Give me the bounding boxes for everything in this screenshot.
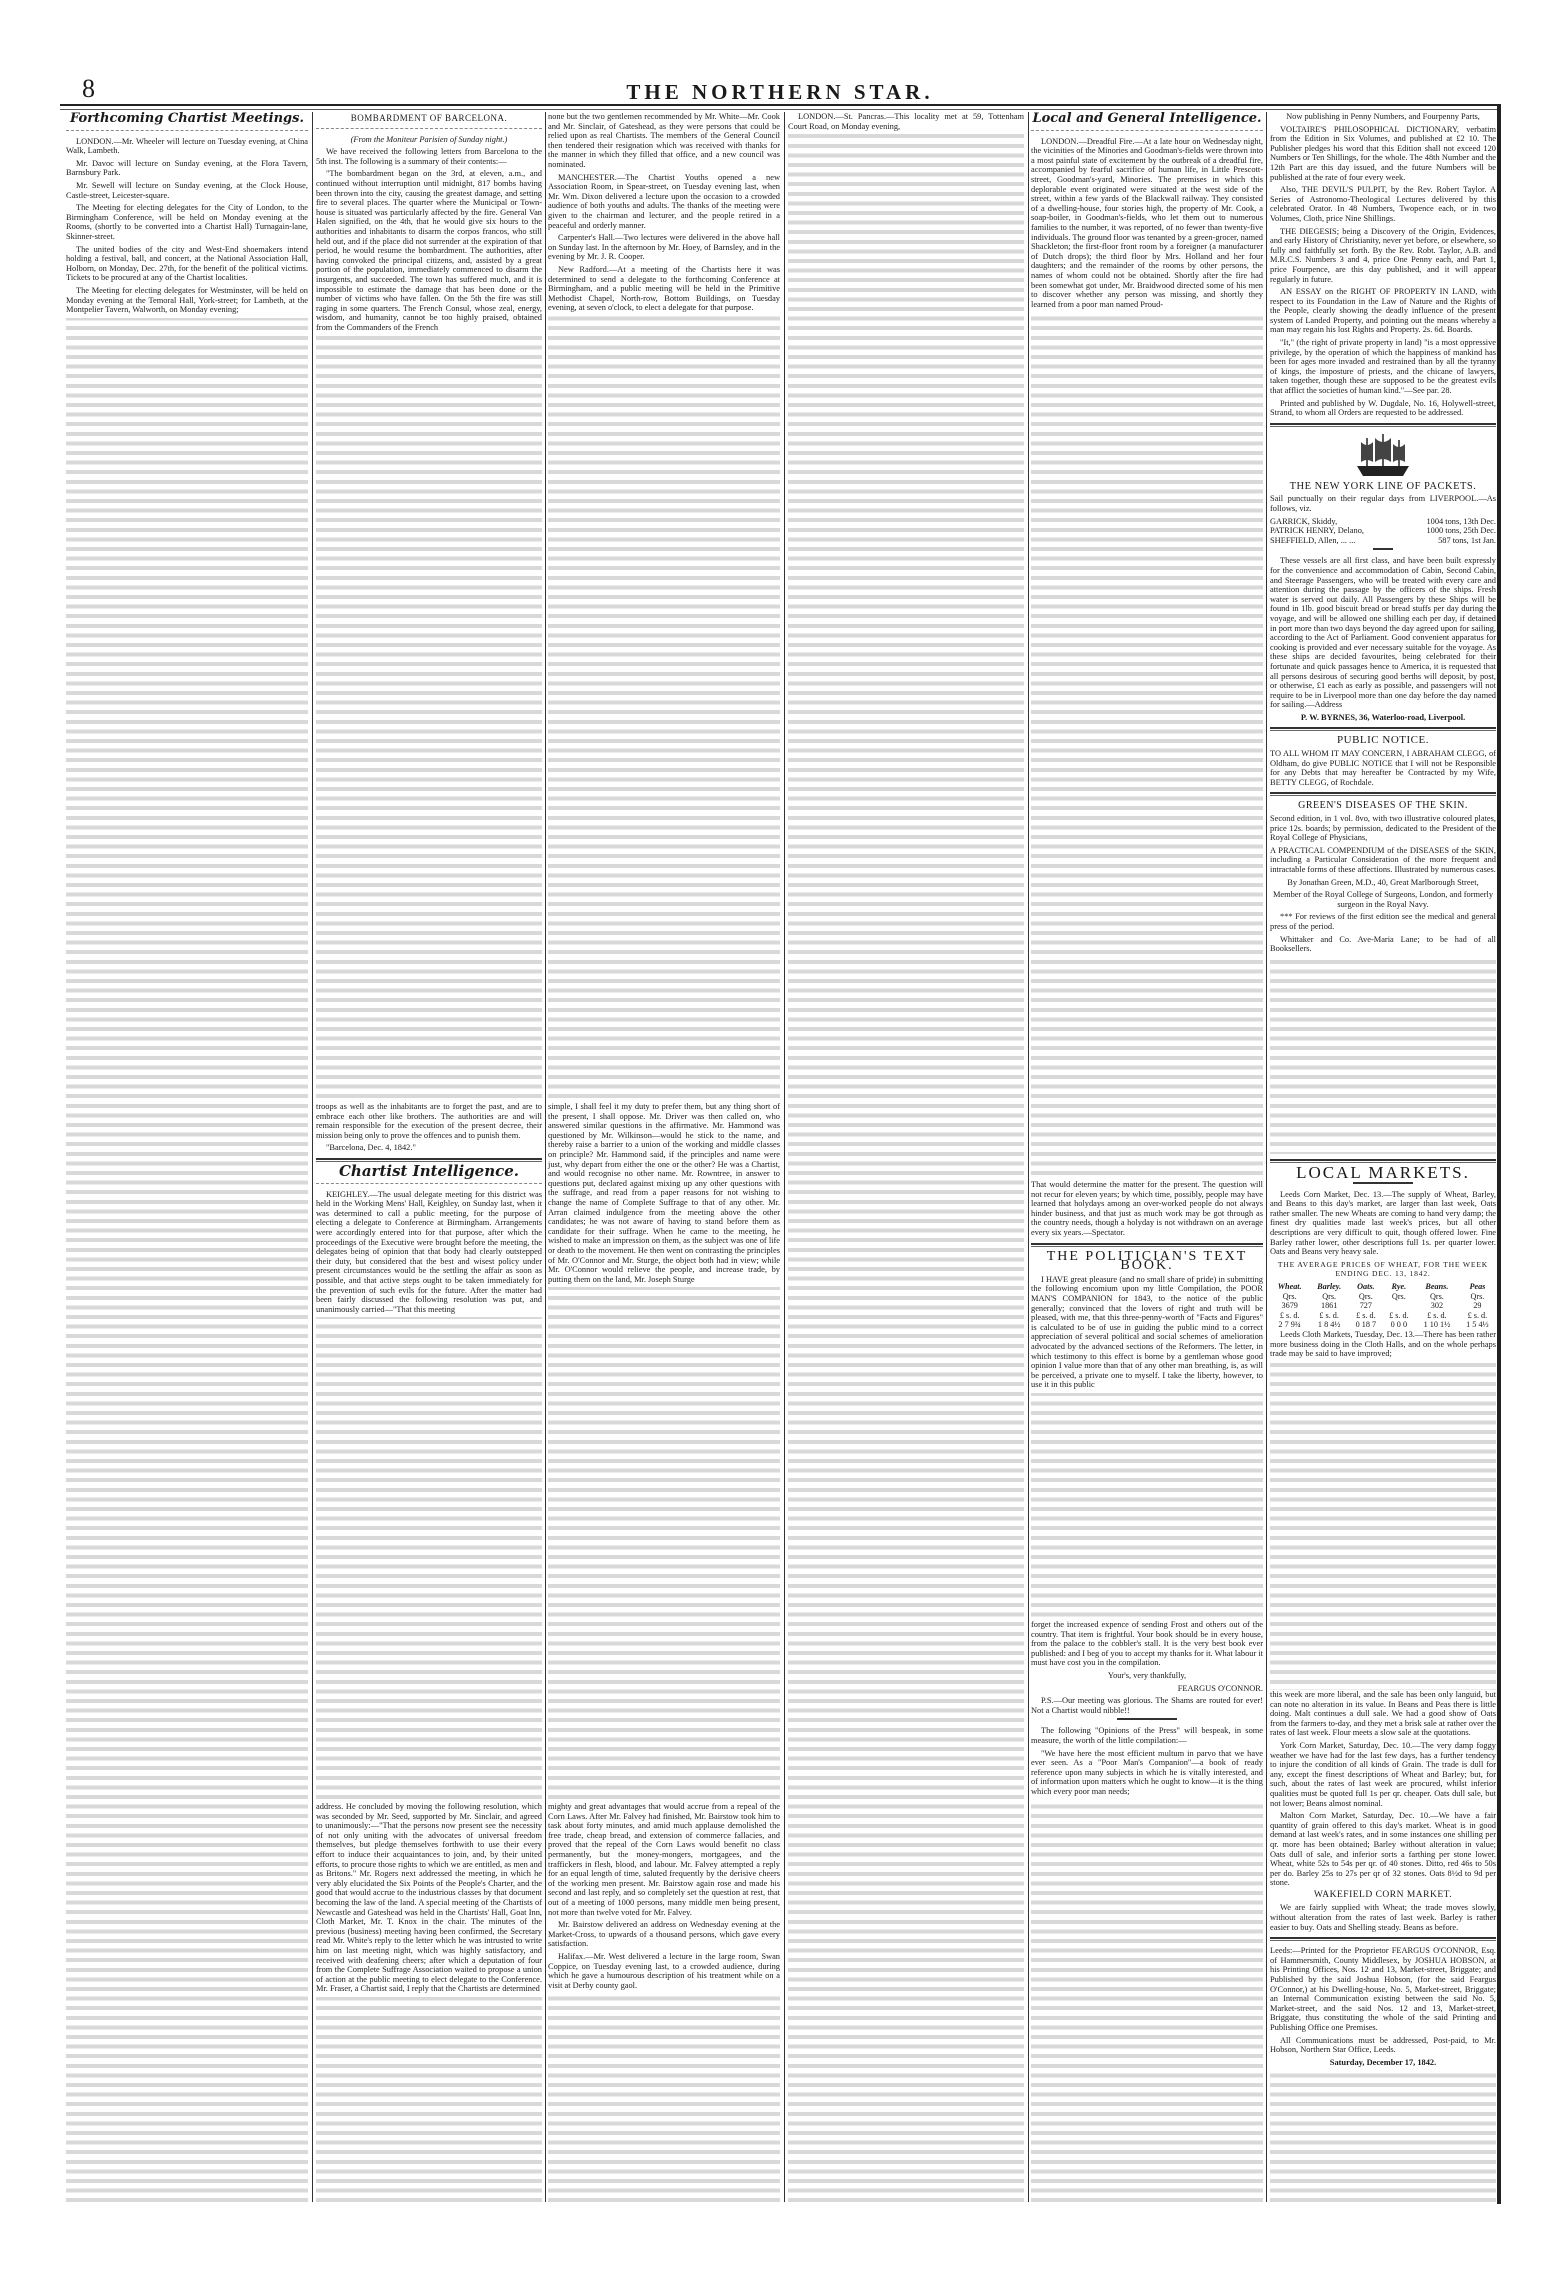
ad-address: P. W. BYRNES, 36, Waterloo-road, Liverpool. (1300, 712, 1466, 722)
column-3 (548, 112, 780, 2202)
ad-text: TO ALL WHOM IT MAY CONCERN, I ABRAHAM CLEGG, of Oldham, do give PUBLIC NOTICE that I will not be Responsible for any Debts that may hereafter be Contracted by my Wife, BETTY CLEGG, of Rochdale. (1270, 749, 1496, 787)
masthead-rule (60, 104, 1500, 110)
article-paragraph: The following "Opinions of the Press" will bespeak, in some measure, the worth of the little compilation:— (1031, 1726, 1263, 1745)
grain-name: Barley. (1317, 1281, 1342, 1291)
money-label: £ s. d. (1279, 1310, 1300, 1320)
article-paragraph: "The bombardment began on the 3rd, at eleven, a.m., and continued without interruption until midnight, 817 bombs having been thrown into the city, causing the greatest damage, and setting fire to several places. The quarter where the Municipal or Town-house is situated was particularly affected by the fire. General Van Halen signified, on the 4th, that he would give six hours to the authorities and inhabitants to disarm the corpos francos, who still held out, and if the place did not surrender at the expiration of that period, he would resume the bombardment. The authorities, after having convoked the principal citizens, and, assisted by a great portion of the population, immediately commenced to disarm the insurgents, and succeeded. The town has suffered much, and it is impossible to estimate the damage that has been done or the number of victims who have fallen. On the 5th the fire was still raging in some quarters. The French Consul, whose zeal, energy, wisdom, and humanity, cannot be too highly praised, obtained from the Commanders of the French (316, 169, 542, 332)
article-paragraph: none but the two gentlemen recommended by Mr. White—Mr. Cook and Mr. Sinclair, of Gateshead, as they were persons that could be relied upon as real Chartists. The members of the General Council then tendered their resignation which was received with thanks for the manner in which they filled that office, and a new council was nominated. (548, 112, 780, 169)
unit-label: Qrs. (1322, 1291, 1337, 1301)
grain-name: Rye. (1391, 1281, 1407, 1291)
ship-row (1270, 517, 1496, 527)
grain-price-table (1270, 1282, 1496, 1330)
table-row (1270, 1311, 1496, 1321)
article-paragraph: address. He concluded by moving the following resolution, which was seconded by Mr. Seed, supported by Mr. Sinclair, and agreed to unanimously:—"That the persons now present see the necessity of not only uniting with the advocates of universal freedom themselves, but pledge themselves forthwith to use their every effort to induce their acquaintances to join, and, by their united efforts, to procure those rights to which we are entitled, as men and as Britons." Mr. Rogers next addressed the meeting, in which he very ably elucidated the Six Points of the People's Charter, and the good that would accrue to the industrious classes by that document becoming the law of the land. A special meeting of the Chartists of Newcastle and Gateshead was held in the Chartists' Hall, Goat Inn, Cloth Market, Mr. T. Knox in the chair. The minutes of the previous (business) meeting having been confirmed, the Secretary read Mr. White's reply to the letter which he was intrusted to write him on last meeting night, which was highly satisfactory, and received with deafening cheers; after which a deputation of four from the Complete Suffrage Association waited to propose a union of action at the public meeting to elect delegate to the Conference. Mr. Fraser, a Chartist said, I reply that the Chartists are determined (316, 1802, 542, 1994)
article-paragraph: The united bodies of the city and West-End shoemakers intend holding a festival, ball, and concert, at the National Association Hall, Holborn, on Monday, Dec. 27th, for the benefit of the political victims. Tickets to be procured at any of the Chartist localities. (66, 244, 308, 283)
printer-imprint: Leeds:—Printed for the Proprietor FEARGUS O'CONNOR, Esq. of Hammersmith, County Middlesex, by JOSHUA HOBSON, at his Printing Offices, Nos. 12 and 13, Market-street, Briggate; and Published by the said Joshua Hobson, (for the said Feargus O'Connor,) at his Dwelling-house, No. 5, Market-street, Briggate; an Internal Communication existing between the said No. 5, Market-street, and the said Nos. 12 and 13, Market-street, Briggate, thus constituting the whole of the said Printing and Publishing Office one Premises. (1270, 1946, 1496, 2032)
forthcoming-meetings (66, 112, 308, 318)
newspaper-title: THE NORTHERN STAR. (626, 80, 934, 104)
column-divider (1028, 112, 1029, 2202)
letter-closing: Your's, very thankfully, (1107, 1670, 1187, 1680)
quantity-cell: 29 (1473, 1301, 1482, 1311)
article-paragraph: Carpenter's Hall.—Two lectures were delivered in the above hall on Sunday last. In the afternoon by Mr. Hoey, of Barnsley, and in the evening by Mr. J. R. Cooper. (548, 233, 780, 262)
corn-law-debate (548, 1802, 780, 1993)
ad-text: *** For reviews of the first edition see the medical and general press of the period. (1270, 912, 1496, 931)
ad-text: Second edition, in 1 vol. 8vo, with two illustrative coloured plates, price 12s. boards; by permission, dedicated to the President of the Royal College of Physicians, (1270, 814, 1496, 843)
letter-postscript: P.S.—Our meeting was glorious. The Shams are routed for ever! Not a Chartist would nibble!! (1031, 1696, 1263, 1715)
price-cell: 0 0 0 (1390, 1320, 1408, 1330)
divider (1270, 792, 1496, 796)
price-cell: 2 7 9¾ (1278, 1320, 1301, 1330)
ad-heading: GREEN'S DISEASES OF THE SKIN. (1298, 800, 1468, 812)
divider (1270, 1937, 1496, 1941)
ad-text: Whittaker and Co. Ave-Maria Lane; to be had of all Booksellers. (1270, 934, 1496, 954)
masthead (60, 74, 1500, 104)
letter-signature: FEARGUS O'CONNOR. (1177, 1683, 1263, 1693)
article-paragraph: LONDON.—Dreadful Fire.—At a late hour on Wednesday night, the vicinities of the Minories and Goodman's-fields were thrown into a most painful state of excitement by the outbreak of a dreadful fire, accompanied by fearful sacrifice of human life, in Little Prescott-street, Goodman's-yard, Minories. The premises in which this deplorable event originated were situated at the west side of the street, within a few yards of the Blackwall railway. They consisted of a dwelling-house, four stories high, the property of Mr. Cook, a soap-boiler, in Goodman's-fields, who let them out to numerous families to the number, it was reported, of no fewer than twenty-five individuals. The ground floor was tenanted by a green-grocer, named Shackleton; the first-floor front room by a foreigner (a manufacturer of Dutch drops); the third floor by Mrs. Holland and her four daughters; and the remainder of the rooms by other persons, the names of whom could not be obtained. Shortly after the fire had been somewhat got under, Mr. Braidwood directed some of his men to discover whether any person was missing, and shortly they learned from a poor man named Proud- (1031, 136, 1263, 309)
market-report: Leeds Corn Market, Dec. 13.—The supply of Wheat, Barley, and Beans to this day's market, are larger than last week, Oats rather smaller. The new Wheats are coming to hand very damp; the finest dry qualities made last week's prices, but all other descriptions are very difficult to quit, though offered lower. Fine Barley rather lower, other descriptions full 1s. per quarter lower. Oats and Beans very heavy sale. (1270, 1189, 1496, 1257)
ad-heading: PUBLIC NOTICE. (1337, 734, 1429, 747)
issue-date: Saturday, December 17, 1842. (1329, 2057, 1437, 2067)
table-header-row (1270, 1282, 1496, 1292)
money-label: £ s. d. (1427, 1310, 1447, 1320)
market-heading: WAKEFIELD CORN MARKET. (1313, 1889, 1453, 1900)
grain-name: Wheat. (1277, 1281, 1302, 1291)
barcelona-article-end (316, 1102, 542, 1317)
local-general-intelligence (1031, 112, 1263, 312)
article-paragraph: troops as well as the inhabitants are to forget the past, and are to embrace each other like brothers. The authorities are and will remain responsible for the execution of the present decree, their mission being only to prove the offences and to punish them. (316, 1102, 542, 1140)
price-cell: 1 10 1½ (1423, 1320, 1451, 1330)
column-4 (788, 112, 1024, 2202)
section-heading: Chartist Intelligence. (338, 1161, 519, 1180)
ship-tonnage: 587 tons, 1st Jan. (1438, 535, 1496, 545)
article-source: (From the Moniteur Parisien of Sunday night.) (350, 134, 508, 144)
section-heading: LOCAL MARKETS. (1296, 1163, 1470, 1182)
column-5 (1031, 112, 1263, 2202)
divider (66, 130, 308, 131)
divider (1270, 423, 1496, 427)
column-6 (1270, 112, 1496, 2202)
divider (316, 1183, 542, 1184)
ad-text: These vessels are all first class, and have been built expressly for the convenience and accommodation of Cabin, Second Cabin, and Steerage Passengers, who will be treated with every care and attention during the passage by the officers of the ships. Fresh water is served out daily. All Passengers by these Ships will be found in 1lb. good biscuit bread or bread stuffs per day during the voyage, and will be allowed one shilling each per day, if detained in port more than two days beyond the day agreed upon for sailing, according to the Act of Parliament. Good convenient apparatus for cooking is provided and ever necessary suitable for the voyage. As these ships are decided favourites, being celebrated for their fortunate and quick passages hence to America, it is requested that all persons desirous of securing good berths will deposit, by post, or otherwise, £1 each as early as possible, and passengers will not require to be in Liverpool more than one day before the day named for sailing.—Address (1270, 556, 1496, 710)
ad-heading: THE NEW YORK LINE OF PACKETS. (1289, 480, 1477, 492)
local-markets (1270, 1154, 1496, 1362)
ad-essay: AN ESSAY on the RIGHT OF PROPERTY IN LAND, with respect to its Foundation in the Law of Nature and the Rights of the People, clearly showing the deadly influence of the present system of Landed Property, and pointing out the means whereby a man may regain his lost Rights and Property. 2s. 6d. Boards. (1270, 287, 1496, 335)
quantity-cell: 727 (1359, 1301, 1372, 1311)
money-label: £ s. d. (1356, 1310, 1376, 1320)
market-report: We are fairly supplied with Wheat; the trade moves slowly, without alteration from the rates of last week. Barley is rather easier to buy. Oats and Shelling steady. Beans as before. (1270, 1903, 1496, 1932)
table-row (1270, 1320, 1496, 1330)
ad-text: By Jonathan Green, M.D., 40, Great Marlborough Street, (1287, 877, 1479, 887)
article-paragraph: Mr. Sewell will lecture on Sunday evening, at the Clock House, Castle-street, Leicester-square. (66, 180, 308, 200)
ad-diegesis: THE DIEGESIS; being a Discovery of the Origin, Evidences, and early History of Christianity, never yet before, or elsewhere, so fully and faithfully set forth. By the Rev. Robt. Taylor, A.B. and M.R.C.S. Numbers 3 and 4, price One Penny each, and Part 1, price Fourpence, are this day published, and it will appear regularly in future. (1270, 226, 1496, 284)
ad-voltaire: VOLTAIRE'S PHILOSOPHICAL DICTIONARY, verbatim from the Edition in Six Volumes, and published at £2 10. The Publisher pledges his word that this Edition shall not exceed 120 Numbers or Ten Shillings, for the whole. The 48th Number and the 12th Part are this day issued, and the future Numbers will be published at the rate of four every week. (1270, 124, 1496, 182)
unit-label: Qrs. (1470, 1291, 1485, 1301)
market-report: this week are more liberal, and the sale has been only languid, but can note no alteration in its value. In Beans and Peas there is little doing. Malt continues a dull sale. We had a good show of Oats from the farmers to-day, and they met a brisk sale at rather over the rates of last week. Flour meets a slow sale at the quotations. (1270, 1690, 1496, 1738)
article-paragraph: We have received the following letters from Barcelona to the 5th inst. The following is a summary of their contents:— (316, 147, 542, 166)
quantity-cell: 1861 (1320, 1301, 1338, 1311)
money-label: £ s. d. (1389, 1310, 1409, 1320)
column-2 (316, 112, 542, 2202)
grain-name: Peas (1469, 1281, 1486, 1291)
section-heading: Forthcoming Chartist Meetings. (70, 111, 304, 126)
article-paragraph: The Meeting for electing delegates for Westminster, will be held on Monday evening at the Temoral Hall, York-street; for Lambeth, at the Montpelier Tavern, Walworth, on Monday evening; (66, 285, 308, 315)
divider (316, 128, 542, 129)
grain-name: Beans. (1425, 1281, 1449, 1291)
money-label: £ s. d. (1319, 1310, 1339, 1320)
article-paragraph: That would determine the matter for the present. The question will not recur for eleven years; by which time, possibly, people may have learned that holydays among an over-worked people do not always hinder business, and that just as much work may be got through as the country needs, though a holyday is not withdrawn on an average every six years.—Spectator. (1031, 1180, 1263, 1237)
chartist-reports (548, 112, 780, 316)
divider (1270, 727, 1496, 731)
price-cell: 0 18 7 (1355, 1320, 1377, 1330)
divider (1031, 130, 1263, 131)
divider (1031, 1243, 1263, 1247)
column-divider (784, 112, 785, 2202)
barcelona-article (316, 112, 542, 335)
ad-text: Member of the Royal College of Surgeons, London, and formerly surgeon in the Royal Navy. (1272, 890, 1494, 909)
page-number: 8 (82, 74, 95, 103)
table-row (1270, 1292, 1496, 1302)
politicians-text-book (1031, 1180, 1263, 1393)
ship-name: SHEFFIELD, Allen, ... ... (1270, 535, 1356, 545)
ad-intro: Now publishing in Penny Numbers, and Fourpenny Parts, (1286, 112, 1480, 121)
ship-list (1270, 517, 1496, 546)
column-1 (66, 112, 308, 2202)
article-paragraph: Mr. Davoc will lecture on Sunday evening, at the Flora Tavern, Barnsbury Park. (66, 158, 308, 178)
unit-label: Qrs. (1358, 1291, 1373, 1301)
article-paragraph: I HAVE great pleasure (and no small share of pride) in submitting the following encomium upon my little Compilation, the POOR MAN'S COMPANION for 1843, to the notice of the public generally; convinced that the lovers of right and truth will be pleased, with me, that this three-penny-worth of "Facts and Figures" is calculated to be of use in guiding the public mind to a correct appreciation of several political and social schemes of amelioration advocated by the advanced sections of the Reformers. The letter, in which testimony to this effect is borne by a gentleman whose good opinion I value more than that of any other man breathing, is, as will be perceived, a private one to myself. I take the liberty, however, to use it in this public (1031, 1274, 1263, 1390)
article-dateline: "Barcelona, Dec. 4, 1842." (326, 1143, 416, 1153)
article-paragraph: The Meeting for electing delegates for the City of London, to the Birmingham Conference, will be held on Monday evening at the Rooms, (shortly to be converted into a Chartist Hall) Turnagain-lane, Skinner-street. (66, 203, 308, 241)
oconnor-letter (1031, 1620, 1263, 1800)
ship-tonnage: 1004 tons, 13th Dec. (1426, 516, 1496, 526)
article-paragraph: New Radford.—At a meeting of the Chartists here it was determined to send a delegate to the forthcoming Conference at Birmingham, and a public meeting will be held in the Primitive Methodist Chapel, North-row, Bottom Buildings, on Tuesday evening, at seven o'clock, to elect a delegate for that purpose. (548, 264, 780, 313)
corn-markets (1270, 1690, 1496, 2070)
ad-text: Sail punctually on their regular days from LIVERPOOL.—As follows, viz. (1270, 494, 1496, 513)
price-cell: 1 5 4½ (1466, 1320, 1489, 1330)
table-caption: THE AVERAGE PRICES OF WHEAT, FOR THE WEEK ENDING DEC. 13, 1842. (1277, 1259, 1489, 1279)
ship-tonnage: 1000 tons, 25th Dec. (1426, 526, 1496, 536)
unit-label: Qrs. (1391, 1291, 1406, 1301)
market-report: Leeds Cloth Markets, Tuesday, Dec. 13.—There has been rather more business doing in the Cloth Halls, and on the whole perhaps trade may be said to have improved; (1270, 1329, 1496, 1359)
ad-devils-pulpit: Also, THE DEVIL'S PULPIT, by the Rev. Robert Taylor. A Series of Astronomo-Theological Lectures delivered by this celebrated Orator. In 48 Numbers, Twopence each, or in two Volumes, Cloth, price Nine Shillings. (1270, 185, 1496, 223)
quantity-cell: 302 (1430, 1301, 1444, 1311)
ornament-divider (1117, 1718, 1177, 1720)
article-paragraph: simple, I shall feel it my duty to prefer them, but any thing short of the present, I shall oppose. Mr. Driver was then called on, who answered similar questions in the affirmative. Mr. Hammond was questioned by Mr. Wilkinson—would he stick to the name, and thereby raise a barrier to a union of the working and middle classes on principle? Mr. Hammond said, if the principles and name were just, why depart from either the one or the other? He was a Chartist, and would recognise no other name. Mr. Rowntree, in answer to questions put, declared against mixing up any other questions with the suffrage, and read from a paper reasons for not wishing to change the name of Complete Suffrage to that of any other. Mr. Arran claimed indulgence from the meeting above the other candidates; he was not aware of having to stand before them as candidate for their suffrage. When he came to the meeting, he wished to make an impression on them, as the subject was one of life or death to the movement. He then went on contrasting the principles of Mr. O'Connor and Mr. Sturge, the object both had in view; while Mr. O'Connor would relieve the people, and increase trade, by putting them on the land, Mr. Joseph Sturge (548, 1102, 780, 1284)
sailing-ship-icon (1353, 432, 1413, 478)
table-row (1270, 1301, 1496, 1311)
article-paragraph: LONDON.—St. Pancras.—This locality met at 59, Tottenham Court Road, on Monday evening, (788, 112, 1024, 131)
article-heading: BOMBARDMENT OF BARCELONA. (350, 113, 508, 123)
quantity-cell: 3679 (1281, 1301, 1298, 1311)
grain-name: Oats. (1357, 1281, 1375, 1291)
press-quote: "We have here the most efficient multum in parvo that we have ever seen. As a "Poor Man's Companion"—a book of ready reference upon many subjects in which he is vitally interested, and of information upon matters which he ought to know—it is the thing which every poor man needs; (1031, 1748, 1263, 1796)
market-report: York Corn Market, Saturday, Dec. 10.—The very damp foggy weather we have had for the last few days, has a further tendency to injure the condition of all kinds of Grain. The trade is dull for any, except the finest descriptions of Wheat and Barley; but, for such, about the rates of last week are procured, whilst inferior qualities must be quoted full 1s per qr. cheaper. Oats dull sale, but not lower; Beans almost nominal. (1270, 1740, 1496, 1808)
newcastle-article (316, 1802, 542, 1997)
page-edge (1497, 104, 1501, 2204)
article-paragraph: Mr. Bairstow delivered an address on Wednesday evening at the Market-Cross, to upwards of a thousand persons, which gave every satisfaction. (548, 1920, 780, 1949)
money-label: £ s. d. (1467, 1310, 1488, 1320)
article-heading: THE POLITICIAN'S TEXT BOOK. (1046, 1248, 1248, 1274)
candidates-report (548, 1102, 780, 1287)
unit-label: Qrs. (1282, 1291, 1297, 1301)
ship-name: GARRICK, Skiddy, (1270, 516, 1338, 526)
unit-label: Qrs. (1429, 1291, 1444, 1301)
market-report: Malton Corn Market, Saturday, Dec. 10.—We have a fair quantity of grain offered to this day's market. Wheat is in good demand at last week's rates, and in some instances one shilling per qr. more has been obtained; Barley without alteration in value; Oats dull of sale, and inferior sorts a farthing per stone lower. Wheat, white 52s to 54s per qr. of 40 stones. Ditto, red 46s to 50s per do. Barley 25s to 27s per qr of 32 stones. Oats 8½d to 9d per stone. (1270, 1811, 1496, 1888)
article-paragraph: mighty and great advantages that would accrue from a repeal of the Corn Laws. After Mr. Falvey had finished, Mr. Bairstow took him to task about forty minutes, and amid much applause demolished the free trade, cheap bread, and extension of commerce fallacies, and proved that the repeal of the Corn Laws would benefit no class permanently, but the money-mongers, mortgagees, and the traffickers in flesh, blood, and labour. Mr. Falvey attempted a reply for an equal length of time, saluted frequently by the derisive cheers of the working men present. Mr. Bairstow again rose and made his second and last reply, and so completely set the question at rest, that out of a meeting of 1000 persons, many middle men being present, not more than twelve voted for Mr. Falvey. (548, 1802, 780, 1917)
ad-text: A PRACTICAL COMPENDIUM of the DISEASES of the SKIN, including a Particular Consideration of the more frequent and intractable forms of these affections. Illustrated by numerous cases. (1270, 845, 1496, 874)
quantity-cell (1383, 1301, 1415, 1311)
communications-notice: All Communications must be addressed, Post-paid, to Mr. Hobson, Northern Star Office, Leeds. (1270, 2035, 1496, 2055)
ship-row (1270, 536, 1496, 546)
advertisements (1270, 112, 1496, 957)
ornament-divider (1373, 548, 1393, 550)
article-paragraph: LONDON.—Mr. Wheeler will lecture on Tuesday evening, at China Walk, Lambeth. (66, 136, 308, 156)
ad-quote: "It," (the right of private property in land) "is a most oppressive privilege, by the operation of which the happiness of mankind has been for ages more invaded and restrained than by all the tyranny of kings, the imposture of priests, and the chicane of lawyers, taken together, though these are supposed to be the greatest evils that afflict the societies of human kind."—See par. 28. (1270, 338, 1496, 396)
price-cell: 1 8 4½ (1317, 1320, 1341, 1330)
letter-text: forget the increased expence of sending Frost and others out of the country. That item is frightful. Your book should be in every house, from the palace to the cobbler's stall. It is the very best book ever published: and I beg of you to accept my thanks for it. What labour it must have cost you in the compilation. (1031, 1620, 1263, 1668)
ship-row (1270, 526, 1496, 536)
article-paragraph: KEIGHLEY.—The usual delegate meeting for this district was held in the Working Mens' Hall, Keighley, on Sunday last, when it was determined to call a public meeting, for the purpose of electing a delegate to Conference at Birmingham. Arrangements were accordingly entered into for that purpose, after which the proceedings of the Executive were brought before the meeting, the delegates being of opinion that that body had clearly outstepped their duty, but considered that the best and wisest policy under present circumstances would be the settling the affair as soon as possible, and that active steps ought to be taken immediately for the prevention of such evils for the future. After the matter had been fairly discussed the following resolution was put, and unanimously carried—"That this meeting (316, 1189, 542, 1314)
ship-name: PATRICK HENRY, Delano, (1270, 526, 1364, 536)
column-divider (312, 112, 313, 2202)
section-heading: Local and General Intelligence. (1032, 111, 1262, 126)
article-paragraph: Halifax.—Mr. West delivered a lecture in the large room, Swan Coppice, on Tuesday evening last, to a crowded audience, during which he gave a humourous description of his treatment while on a visit at Derby county gaol. (548, 1951, 780, 1990)
column-divider (1266, 112, 1267, 2202)
london-report (788, 112, 1024, 134)
article-paragraph: MANCHESTER.—The Chartist Youths opened a new Association Room, in Spear-street, on Tuesday evening last, when Mr. Wm. Dixon delivered a lecture upon the occasion to a crowded audience of both youths and adults. The thanks of the meeting were given to the chairman and lecturer, and the people retired in a peaceful and orderly manner. (548, 172, 780, 230)
column-divider (545, 112, 546, 2202)
ad-printer: Printed and published by W. Dugdale, No. 16, Holywell-street, Strand, to whom all Orders are requested to be addressed. (1270, 398, 1496, 418)
